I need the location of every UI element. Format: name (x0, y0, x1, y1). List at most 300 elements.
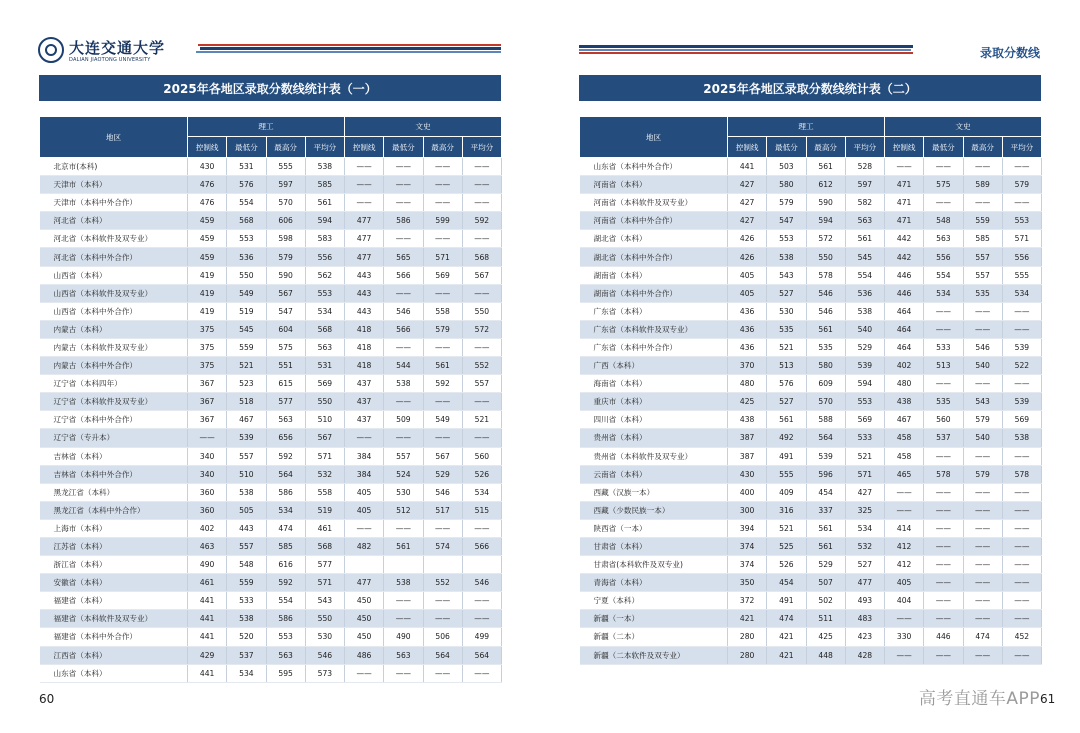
liberal-score-cell: 544 (384, 357, 423, 375)
region-cell: 辽宁省（本科中外合作） (40, 411, 188, 429)
liberal-score-cell: —— (963, 194, 1002, 212)
region-cell: 天津市（本科） (40, 176, 188, 194)
table-row (40, 465, 502, 483)
liberal-score-cell: —— (1002, 483, 1041, 501)
header-col: 最低分 (767, 137, 806, 158)
science-score-cell: 513 (767, 357, 806, 375)
liberal-score-cell: —— (384, 519, 423, 537)
liberal-score-cell: 471 (885, 176, 924, 194)
watermark: 高考直通车APP (918, 689, 1040, 709)
region-cell: 陕西省（一本） (580, 519, 728, 537)
science-score-cell: 491 (767, 447, 806, 465)
header-col: 控制线 (345, 137, 384, 158)
liberal-score-cell: 558 (423, 302, 462, 320)
liberal-score-cell: —— (423, 284, 462, 302)
liberal-score-cell: 557 (462, 375, 501, 393)
liberal-score-cell: 572 (462, 320, 501, 338)
science-score-cell: 502 (806, 592, 845, 610)
science-score-cell: 547 (266, 302, 305, 320)
liberal-score-cell: —— (423, 194, 462, 212)
liberal-score-cell: —— (924, 483, 963, 501)
science-score-cell: 426 (728, 248, 767, 266)
liberal-score-cell: —— (384, 592, 423, 610)
science-score-cell: 543 (767, 266, 806, 284)
liberal-score-cell: 384 (345, 465, 384, 483)
liberal-score-cell: 552 (423, 574, 462, 592)
region-cell: 湖北省（本科中外合作） (580, 248, 728, 266)
liberal-score-cell: 578 (1002, 465, 1041, 483)
science-score-cell: 530 (767, 302, 806, 320)
liberal-score-cell: —— (462, 393, 501, 411)
liberal-score-cell: 464 (885, 338, 924, 356)
region-cell: 云南省（本科） (580, 465, 728, 483)
liberal-score-cell: —— (924, 592, 963, 610)
science-score-cell: 562 (305, 266, 344, 284)
liberal-score-cell: —— (963, 320, 1002, 338)
liberal-score-cell: —— (963, 158, 1002, 176)
liberal-score-cell: 578 (924, 465, 963, 483)
science-score-cell: 519 (227, 302, 266, 320)
science-score-cell: 549 (227, 284, 266, 302)
table-row (40, 664, 502, 682)
science-score-cell: 461 (188, 574, 227, 592)
header-col: 平均分 (462, 137, 501, 158)
science-score-cell: 441 (188, 628, 227, 646)
page-number: 61 (1040, 692, 1056, 706)
liberal-score-cell: 384 (345, 447, 384, 465)
liberal-score-cell: 539 (1002, 338, 1041, 356)
science-score-cell: 534 (227, 664, 266, 682)
liberal-score-cell: 446 (885, 284, 924, 302)
liberal-score-cell: 571 (1002, 230, 1041, 248)
science-score-cell: 530 (305, 628, 344, 646)
science-score-cell: 374 (728, 537, 767, 555)
score-table (579, 116, 1042, 665)
liberal-score-cell: —— (384, 610, 423, 628)
liberal-score-cell: 464 (885, 320, 924, 338)
science-score-cell: 463 (188, 537, 227, 555)
science-score-cell: 531 (305, 357, 344, 375)
science-score-cell: 615 (266, 375, 305, 393)
liberal-score-cell: 563 (384, 646, 423, 664)
science-score-cell: 567 (266, 284, 305, 302)
liberal-score-cell: 437 (345, 411, 384, 429)
science-score-cell: 528 (845, 158, 884, 176)
region-cell: 宁夏（本科） (580, 592, 728, 610)
science-score-cell: 553 (305, 284, 344, 302)
science-score-cell: 521 (767, 338, 806, 356)
header-bar (579, 45, 913, 48)
science-score-cell: 592 (266, 447, 305, 465)
liberal-score-cell: 568 (462, 248, 501, 266)
header-region: 地区 (580, 117, 728, 158)
table-row (40, 646, 502, 664)
table-row (40, 447, 502, 465)
science-score-cell: 568 (305, 537, 344, 555)
science-score-cell: 538 (845, 302, 884, 320)
science-score-cell: 563 (266, 646, 305, 664)
liberal-score-cell: —— (963, 646, 1002, 664)
science-score-cell: 598 (266, 230, 305, 248)
table-row (580, 411, 1042, 429)
page-number: 60 (39, 692, 55, 706)
liberal-score-cell: 443 (345, 302, 384, 320)
science-score-cell: 427 (845, 483, 884, 501)
liberal-score-cell: 490 (384, 628, 423, 646)
table-row (40, 230, 502, 248)
liberal-score-cell: —— (963, 519, 1002, 537)
table-row (580, 465, 1042, 483)
science-score-cell: 436 (728, 338, 767, 356)
logo-name-cn: 大连交通大学 (69, 39, 166, 57)
liberal-score-cell: 564 (423, 646, 462, 664)
liberal-score-cell: —— (345, 194, 384, 212)
liberal-score-cell: —— (462, 230, 501, 248)
table-row (580, 519, 1042, 537)
liberal-score-cell: 560 (924, 411, 963, 429)
science-score-cell: 538 (305, 158, 344, 176)
science-score-cell: 367 (188, 411, 227, 429)
liberal-score-cell (384, 556, 423, 574)
liberal-score-cell: —— (462, 194, 501, 212)
science-score-cell: 546 (305, 646, 344, 664)
region-cell: 甘肃省(本科软件及双专业) (580, 556, 728, 574)
liberal-score-cell: —— (384, 338, 423, 356)
science-score-cell: 568 (305, 320, 344, 338)
liberal-score-cell: —— (885, 483, 924, 501)
table-row (40, 338, 502, 356)
table-row (580, 266, 1042, 284)
region-cell: 贵州省（本科） (580, 429, 728, 447)
science-score-cell: 579 (266, 248, 305, 266)
liberal-score-cell: 414 (885, 519, 924, 537)
liberal-score-cell: —— (423, 176, 462, 194)
science-score-cell: 539 (806, 447, 845, 465)
header-col: 最低分 (924, 137, 963, 158)
region-cell: 西藏（汉族一本） (580, 483, 728, 501)
liberal-score-cell: 554 (924, 266, 963, 284)
science-score-cell: 430 (728, 465, 767, 483)
table-row (40, 266, 502, 284)
science-score-cell: 592 (266, 574, 305, 592)
table-row (580, 357, 1042, 375)
region-cell: 山西省（本科中外合作） (40, 302, 188, 320)
region-cell: 广东省（本科软件及双专业） (580, 320, 728, 338)
liberal-score-cell: 458 (885, 447, 924, 465)
liberal-score-cell: 561 (384, 537, 423, 555)
region-cell: 新疆（二本软件及双专业） (580, 646, 728, 664)
science-score-cell: 540 (845, 320, 884, 338)
liberal-score-cell: 538 (384, 375, 423, 393)
table-row (40, 411, 502, 429)
liberal-score-cell: —— (462, 664, 501, 682)
liberal-score-cell: 540 (963, 429, 1002, 447)
science-score-cell: 419 (188, 284, 227, 302)
science-score-cell: 534 (266, 501, 305, 519)
header-science: 理工 (188, 117, 345, 137)
table-row (580, 302, 1042, 320)
science-score-cell: 609 (806, 375, 845, 393)
region-cell: 贵州省（本科软件及双专业） (580, 447, 728, 465)
liberal-score-cell: —— (462, 610, 501, 628)
score-table (39, 116, 502, 683)
liberal-score-cell: —— (423, 664, 462, 682)
science-score-cell: 370 (728, 357, 767, 375)
science-score-cell: 280 (728, 646, 767, 664)
region-cell: 福建省（本科软件及双专业） (40, 610, 188, 628)
table-row (40, 483, 502, 501)
science-score-cell: 521 (767, 519, 806, 537)
liberal-score-cell: —— (885, 646, 924, 664)
table-title: 2025年各地区录取分数线统计表（一） (39, 75, 501, 101)
header-col: 平均分 (845, 137, 884, 158)
liberal-score-cell: 537 (924, 429, 963, 447)
table-row (580, 248, 1042, 266)
liberal-score-cell: —— (384, 194, 423, 212)
table-row (40, 610, 502, 628)
liberal-score-cell: —— (1002, 556, 1041, 574)
liberal-score-cell: 438 (885, 393, 924, 411)
science-score-cell: 563 (845, 212, 884, 230)
liberal-score-cell: 486 (345, 646, 384, 664)
liberal-score-cell: 561 (423, 357, 462, 375)
liberal-score-cell: —— (462, 592, 501, 610)
science-score-cell: 550 (305, 393, 344, 411)
region-cell: 山东省（本科） (40, 664, 188, 682)
liberal-score-cell: 480 (885, 375, 924, 393)
region-cell: 吉林省（本科中外合作） (40, 465, 188, 483)
science-score-cell: 350 (728, 574, 767, 592)
header-col: 最高分 (806, 137, 845, 158)
liberal-score-cell: 330 (885, 628, 924, 646)
science-score-cell: —— (188, 429, 227, 447)
science-score-cell: 511 (806, 610, 845, 628)
science-score-cell: 490 (188, 556, 227, 574)
liberal-score-cell: 564 (462, 646, 501, 664)
table-row (580, 447, 1042, 465)
science-score-cell: 519 (305, 501, 344, 519)
liberal-score-cell: 477 (345, 230, 384, 248)
liberal-score-cell: 538 (1002, 429, 1041, 447)
liberal-score-cell: —— (384, 429, 423, 447)
science-score-cell: 402 (188, 519, 227, 537)
science-score-cell: 423 (845, 628, 884, 646)
liberal-score-cell: 574 (423, 537, 462, 555)
science-score-cell: 553 (227, 230, 266, 248)
science-score-cell: 483 (845, 610, 884, 628)
liberal-score-cell: 569 (1002, 411, 1041, 429)
liberal-score-cell (423, 556, 462, 574)
science-score-cell: 561 (305, 194, 344, 212)
science-score-cell: 421 (767, 628, 806, 646)
region-cell: 上海市（本科） (40, 519, 188, 537)
liberal-score-cell: —— (384, 176, 423, 194)
liberal-score-cell: 557 (963, 248, 1002, 266)
science-score-cell: 529 (806, 556, 845, 574)
science-score-cell: 577 (266, 393, 305, 411)
liberal-score-cell: 412 (885, 556, 924, 574)
liberal-score-cell: 535 (924, 393, 963, 411)
liberal-score-cell: 412 (885, 537, 924, 555)
region-cell: 广东省（本科） (580, 302, 728, 320)
science-score-cell: 656 (266, 429, 305, 447)
liberal-score-cell: 579 (963, 465, 1002, 483)
science-score-cell: 554 (266, 592, 305, 610)
science-score-cell: 561 (806, 519, 845, 537)
science-score-cell: 543 (305, 592, 344, 610)
liberal-score-cell: 530 (384, 483, 423, 501)
liberal-score-cell: 546 (384, 302, 423, 320)
science-score-cell: 505 (227, 501, 266, 519)
table-row (580, 393, 1042, 411)
science-score-cell: 595 (266, 664, 305, 682)
region-cell: 内蒙古（本科） (40, 320, 188, 338)
science-score-cell: 340 (188, 465, 227, 483)
science-score-cell: 367 (188, 375, 227, 393)
section-label: 录取分数线 (979, 46, 1040, 60)
science-score-cell: 300 (728, 501, 767, 519)
liberal-score-cell: —— (924, 646, 963, 664)
table-row (580, 610, 1042, 628)
liberal-score-cell: 533 (924, 338, 963, 356)
science-score-cell: 594 (845, 375, 884, 393)
science-score-cell: 612 (806, 176, 845, 194)
header-science: 理工 (728, 117, 885, 137)
science-score-cell: 536 (845, 284, 884, 302)
header-liberal: 文史 (885, 117, 1042, 137)
liberal-score-cell: 563 (924, 230, 963, 248)
liberal-score-cell: —— (885, 158, 924, 176)
header-col: 最低分 (384, 137, 423, 158)
liberal-score-cell: 515 (462, 501, 501, 519)
table-row (40, 393, 502, 411)
liberal-score-cell: —— (963, 556, 1002, 574)
liberal-score-cell: 465 (885, 465, 924, 483)
region-cell: 河北省（本科中外合作） (40, 248, 188, 266)
science-score-cell: 409 (767, 483, 806, 501)
liberal-score-cell: —— (963, 483, 1002, 501)
liberal-score-cell: 405 (345, 483, 384, 501)
liberal-score-cell: 566 (384, 266, 423, 284)
table-row (40, 284, 502, 302)
region-cell: 黑龙江省（本科） (40, 483, 188, 501)
liberal-score-cell: —— (963, 375, 1002, 393)
liberal-score-cell: —— (384, 284, 423, 302)
liberal-score-cell: 446 (885, 266, 924, 284)
liberal-score-cell: 517 (423, 501, 462, 519)
science-score-cell: 493 (845, 592, 884, 610)
science-score-cell: 429 (188, 646, 227, 664)
science-score-cell: 561 (806, 320, 845, 338)
table-title: 2025年各地区录取分数线统计表（二） (579, 75, 1041, 101)
liberal-score-cell: —— (1002, 574, 1041, 592)
science-score-cell: 425 (728, 393, 767, 411)
liberal-score-cell: —— (963, 610, 1002, 628)
liberal-score-cell: —— (1002, 646, 1041, 664)
liberal-score-cell: 512 (384, 501, 423, 519)
region-cell: 甘肃省（本科） (580, 537, 728, 555)
science-score-cell: 538 (227, 483, 266, 501)
liberal-score-cell: —— (963, 574, 1002, 592)
liberal-score-cell: —— (1002, 320, 1041, 338)
liberal-score-cell: —— (423, 592, 462, 610)
liberal-score-cell: —— (1002, 302, 1041, 320)
liberal-score-cell (462, 556, 501, 574)
science-score-cell: 448 (806, 646, 845, 664)
score-table-body (580, 158, 1042, 665)
science-score-cell: 582 (845, 194, 884, 212)
liberal-score-cell: —— (462, 338, 501, 356)
liberal-score-cell: 552 (462, 357, 501, 375)
science-score-cell: 441 (728, 158, 767, 176)
liberal-score-cell: —— (462, 284, 501, 302)
science-score-cell: 405 (728, 284, 767, 302)
liberal-score-cell (345, 556, 384, 574)
liberal-score-cell: —— (963, 447, 1002, 465)
table-row (40, 212, 502, 230)
science-score-cell: 569 (305, 375, 344, 393)
region-cell: 湖南省（本科） (580, 266, 728, 284)
science-score-cell: 546 (806, 302, 845, 320)
liberal-score-cell: 535 (963, 284, 1002, 302)
header-col: 最低分 (227, 137, 266, 158)
liberal-score-cell: 592 (462, 212, 501, 230)
science-score-cell: 551 (266, 357, 305, 375)
region-cell: 安徽省（本科） (40, 574, 188, 592)
science-score-cell: 539 (227, 429, 266, 447)
science-score-cell: 553 (767, 230, 806, 248)
table-row (580, 320, 1042, 338)
region-cell: 海南省（本科） (580, 375, 728, 393)
liberal-score-cell: —— (963, 501, 1002, 519)
science-score-cell: 523 (227, 375, 266, 393)
science-score-cell: 459 (188, 230, 227, 248)
science-score-cell: 325 (845, 501, 884, 519)
liberal-score-cell: 540 (963, 357, 1002, 375)
science-score-cell: 441 (188, 664, 227, 682)
region-cell: 北京市(本科) (40, 158, 188, 176)
science-score-cell: 564 (266, 465, 305, 483)
science-score-cell: 521 (227, 357, 266, 375)
liberal-score-cell: —— (423, 519, 462, 537)
liberal-score-cell: —— (924, 375, 963, 393)
table-row (40, 194, 502, 212)
science-score-cell: 521 (845, 447, 884, 465)
science-score-cell: 554 (227, 194, 266, 212)
science-score-cell: 550 (227, 266, 266, 284)
region-cell: 河南省（本科中外合作） (580, 212, 728, 230)
science-score-cell: 586 (266, 483, 305, 501)
liberal-score-cell: 557 (384, 447, 423, 465)
liberal-score-cell: 405 (345, 501, 384, 519)
liberal-score-cell: —— (462, 158, 501, 176)
liberal-score-cell: 550 (462, 302, 501, 320)
liberal-score-cell: 553 (1002, 212, 1041, 230)
liberal-score-cell: 522 (1002, 357, 1041, 375)
liberal-score-cell: 538 (384, 574, 423, 592)
science-score-cell: 573 (305, 664, 344, 682)
science-score-cell: 367 (188, 393, 227, 411)
liberal-score-cell: —— (885, 610, 924, 628)
science-score-cell: 280 (728, 628, 767, 646)
table-row (40, 176, 502, 194)
science-score-cell: 597 (266, 176, 305, 194)
liberal-score-cell: —— (345, 519, 384, 537)
science-score-cell: 577 (305, 556, 344, 574)
liberal-score-cell: 442 (885, 230, 924, 248)
liberal-score-cell: —— (924, 537, 963, 555)
science-score-cell: 590 (806, 194, 845, 212)
